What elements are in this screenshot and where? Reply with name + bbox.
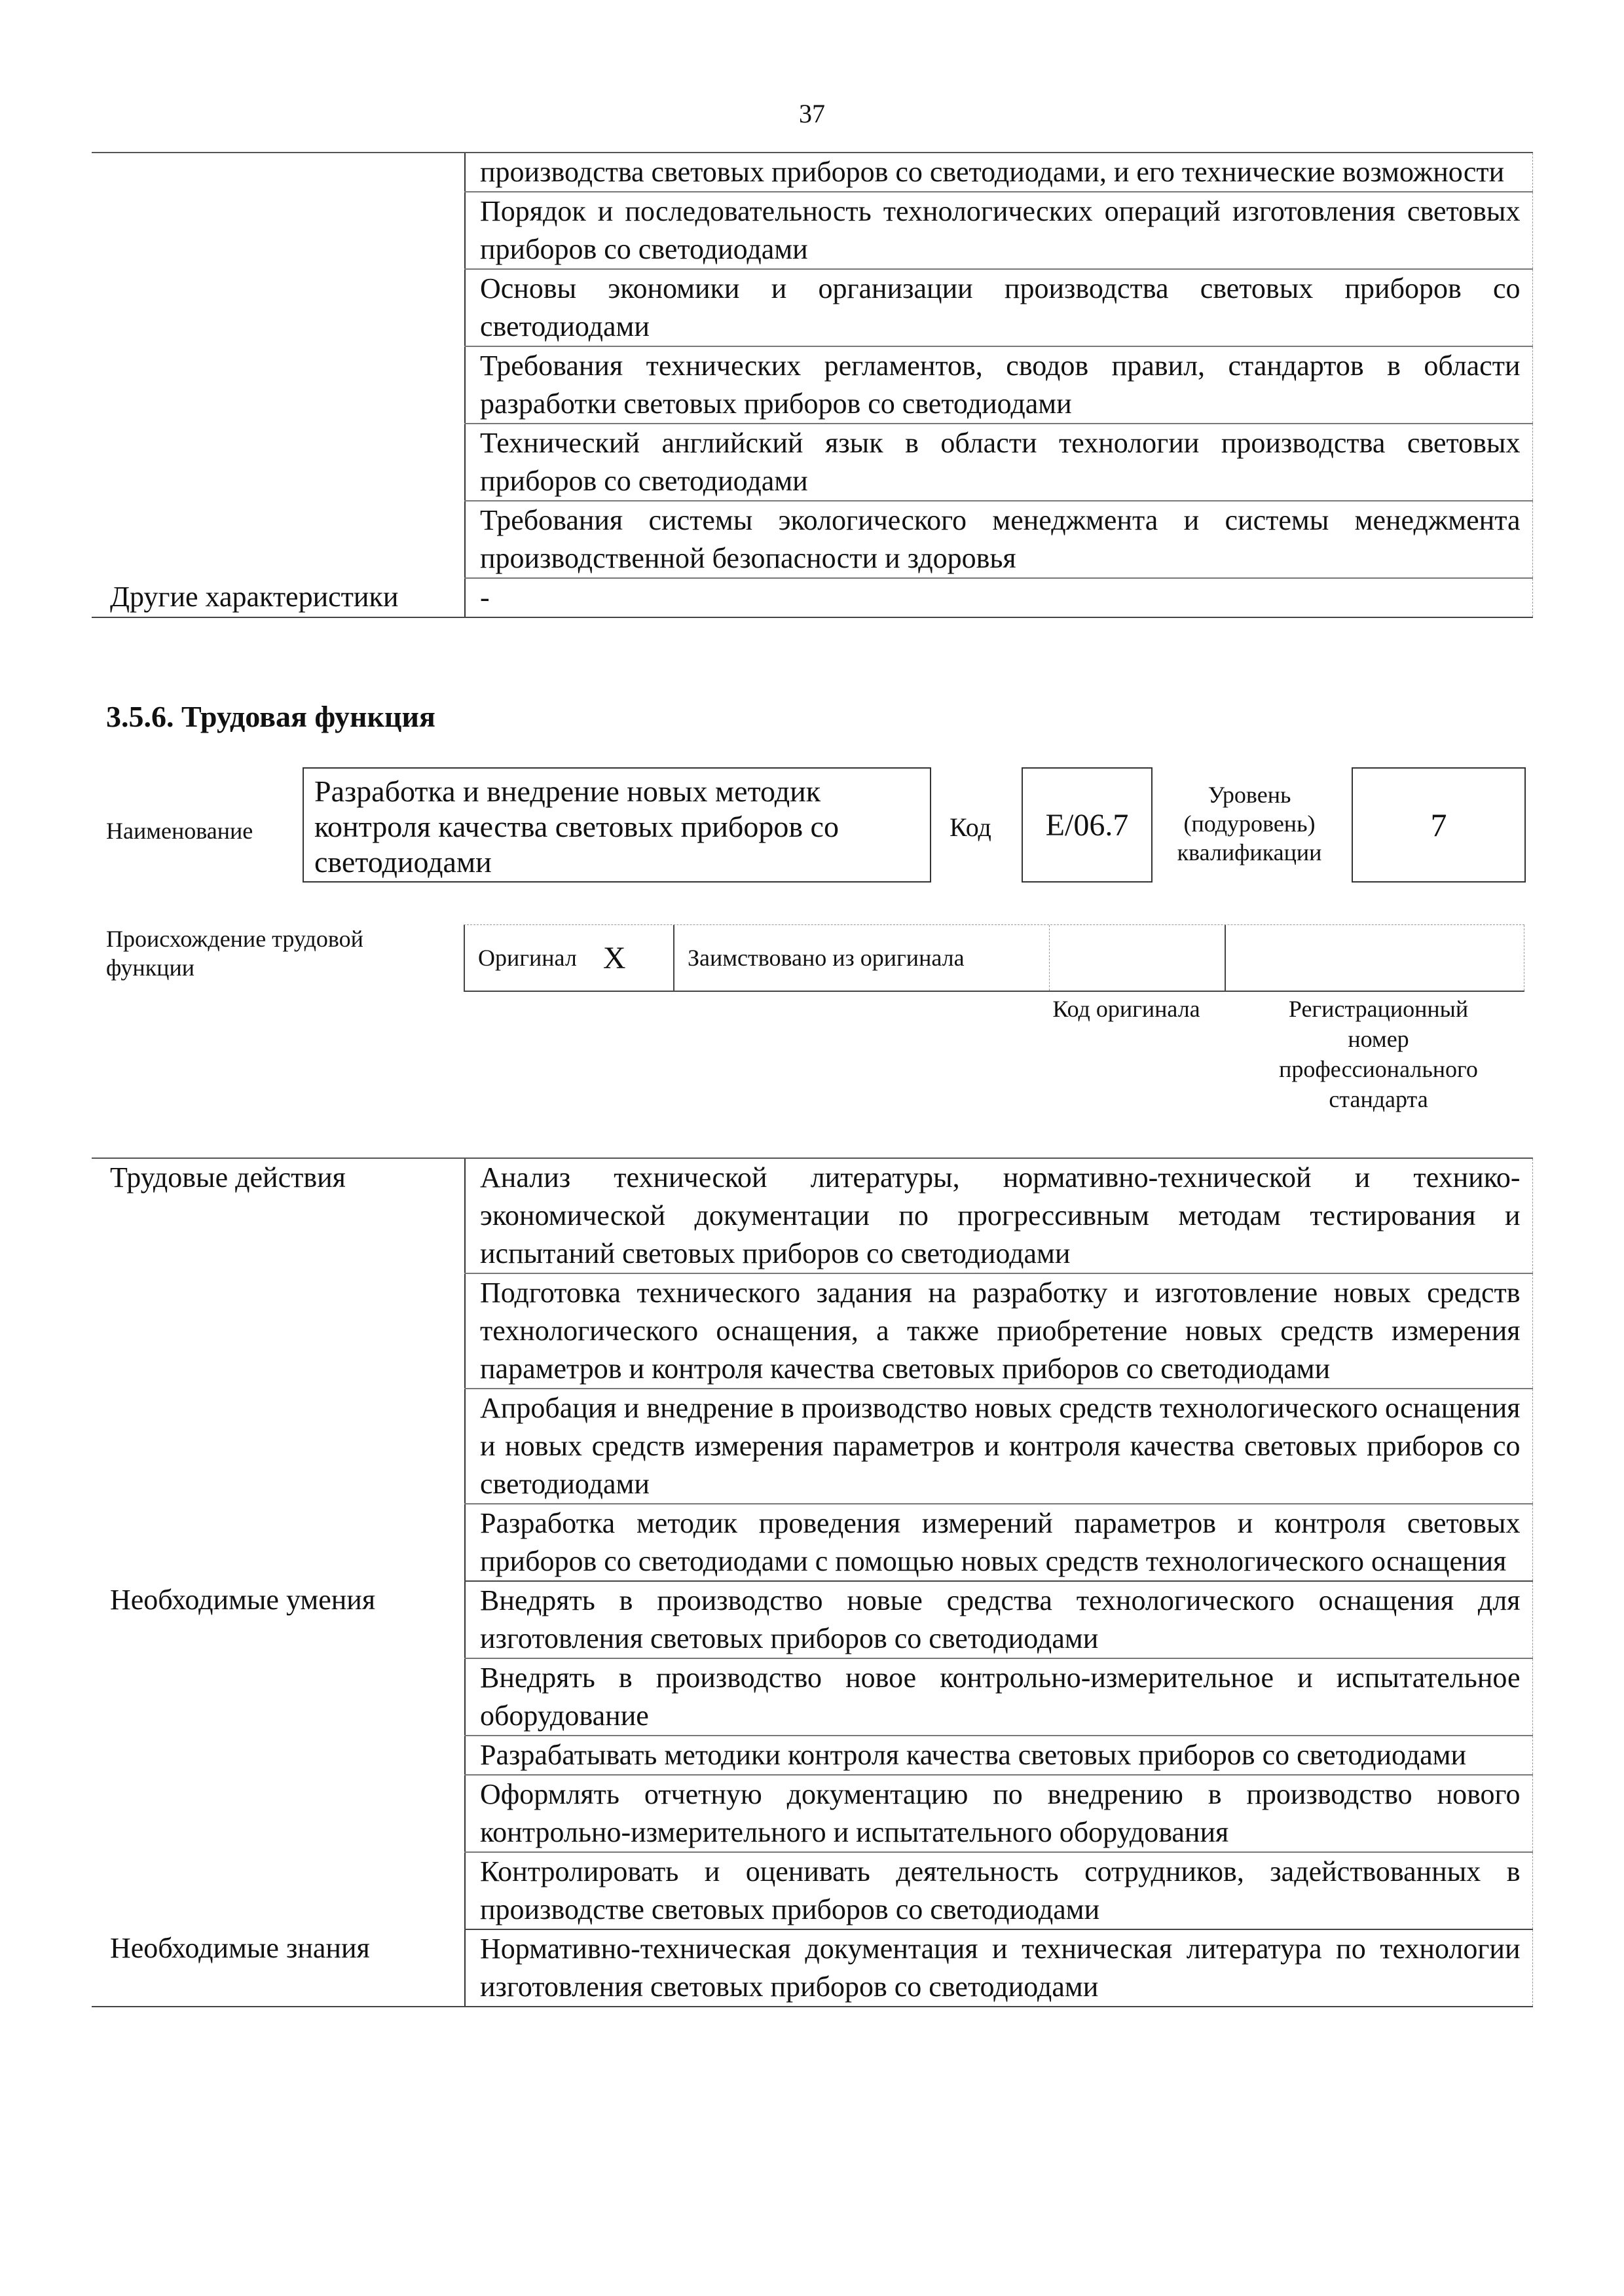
function-details-table — [92, 1157, 1533, 2007]
function-level-box: 7 — [1352, 767, 1526, 883]
origin-regnum-cell — [1225, 925, 1524, 991]
origin-row — [464, 924, 1524, 992]
name-label: Наименование — [106, 818, 253, 844]
origin-label: Происхождение трудовой функции — [106, 926, 363, 981]
labor-actions-label: Трудовые действия — [92, 1158, 465, 1581]
labor-action-item: Подготовка технического задания на разработку и изготовление новых средств технологического оснащения, а также приобретение новых средств измерения параметров и контроля качества световых приборов со светодиодами — [465, 1273, 1532, 1389]
origin-code-caption: Код оригинала — [1052, 996, 1200, 1022]
knowledge-table-continued — [92, 152, 1533, 618]
origin-borrowed-cell — [673, 925, 1049, 991]
function-name-box: Разработка и внедрение новых методик контроля качества световых приборов со светодиодами — [303, 767, 931, 883]
section-heading: 3.5.6. Трудовая функция — [106, 700, 435, 733]
level-label: Уровень (подуровень) квалификации — [1177, 782, 1322, 866]
other-characteristics-value: - — [465, 578, 1532, 617]
knowledge-item: Требования системы экологического менеджмента и системы менеджмента производственной безопасности и здоровья — [465, 501, 1532, 578]
origin-original-mark: X — [602, 940, 626, 975]
function-code-box: E/06.7 — [1022, 767, 1153, 883]
skill-item: Разрабатывать методики контроля качества световых приборов со светодиодами — [465, 1736, 1532, 1775]
origin-code-cell — [1049, 925, 1225, 991]
origin-original-label: Оригинал — [478, 945, 577, 971]
required-skills-label: Необходимые умения — [110, 1584, 376, 1616]
knowledge-item: Технический английский язык в области технологии производства световых приборов со светодиодами — [465, 424, 1532, 501]
knowledge-item: Нормативно-техническая документация и техническая литература по технологии изготовления световых приборов со светодиодами — [465, 1929, 1532, 2007]
labor-action-item: Разработка методик проведения измерений параметров и контроля световых приборов со светодиодами с помощью новых средств технологического оснащения — [465, 1504, 1532, 1581]
other-characteristics-label: Другие характеристики — [92, 578, 465, 617]
knowledge-item: Порядок и последовательность технологических операций изготовления световых приборов со светодиодами — [465, 192, 1532, 269]
knowledge-item: Основы экономики и организации производства световых приборов со светодиодами — [465, 269, 1532, 346]
origin-original-cell — [464, 925, 673, 991]
origin-reg-caption: Регистрационный номер профессионального стандарта — [1279, 996, 1478, 1112]
knowledge-item: Требования технических регламентов, сводов правил, стандартов в области разработки световых приборов со светодиодами — [465, 346, 1532, 424]
knowledge-item: производства световых приборов со светодиодами, и его технические возможности — [465, 153, 1532, 192]
skill-item: Внедрять в производство новые средства технологического оснащения для изготовления световых приборов со светодиодами — [465, 1581, 1532, 1658]
skill-item: Оформлять отчетную документацию по внедрению в производство нового контрольно-измерительного и испытательного оборудования — [465, 1775, 1532, 1852]
empty-label-cell — [92, 153, 465, 578]
required-knowledge-label: Необходимые знания — [92, 1929, 465, 2007]
code-label: Код — [950, 812, 991, 842]
skill-item: Контролировать и оценивать деятельность сотрудников, задействованных в производстве световых приборов со светодиодами — [465, 1852, 1532, 1929]
labor-action-item: Апробация и внедрение в производство новых средств технологического оснащения и новых средств измерения параметров и контроля качества световых приборов со светодиодами — [465, 1389, 1532, 1504]
labor-action-item: Анализ технической литературы, нормативно-технической и технико-экономической документации по прогрессивным методам тестирования и испытаний световых приборов со светодиодами — [465, 1158, 1532, 1273]
origin-borrowed-label: Заимствовано из оригинала — [688, 945, 965, 971]
skill-item: Внедрять в производство новое контрольно-измерительное и испытательное оборудование — [465, 1658, 1532, 1736]
page-number: 37 — [799, 99, 825, 128]
